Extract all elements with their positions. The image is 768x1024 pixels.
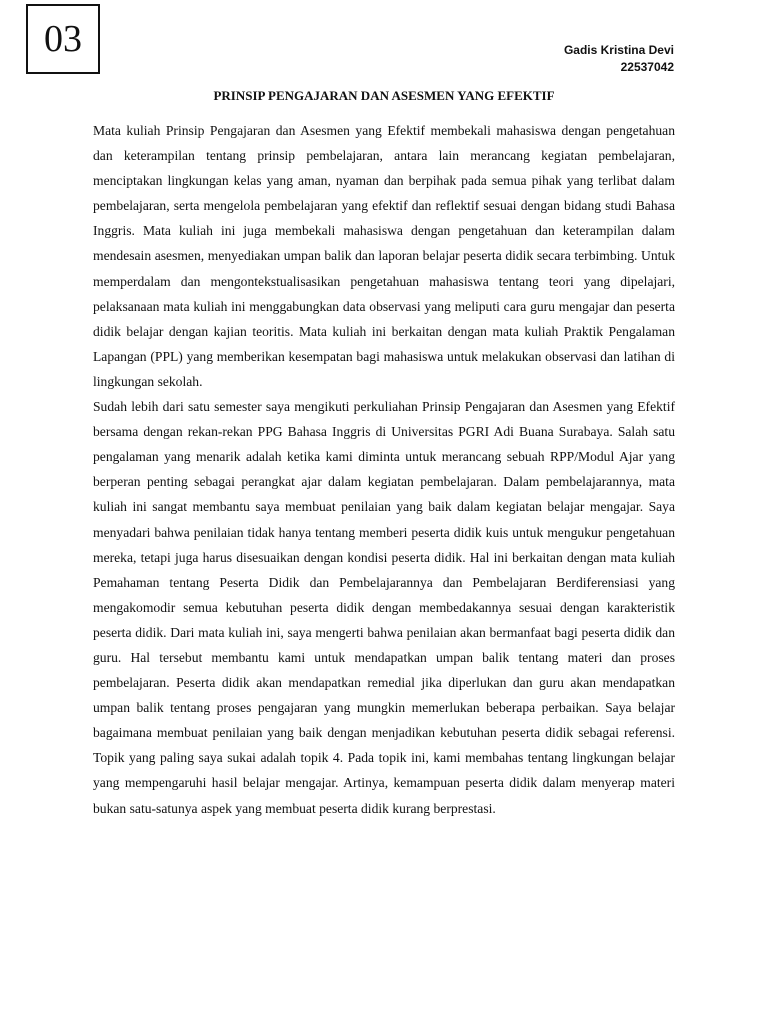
author-name: Gadis Kristina Devi <box>563 43 674 57</box>
paragraph-2: Sudah lebih dari satu semester saya mengikuti perkuliahan Prinsip Pengajaran dan Asesmen yang Efektif bersama dengan rekan-rekan PPG Bahasa Inggris di Universitas PGRI Adi Buana Surabaya. Salah satu pengalaman yang menarik adalah ketika kami diminta untuk merancang sebuah RPP/Modul Ajar yang berperan penting sebagai perangkat ajar dalam kegiatan pembelajaran. Dalam pembelajarannya, mata kuliah ini sangat membantu saya membuat penilaian yang baik dalam kegiatan belajar mengajar. Saya menyadari bahwa penilaian tidak hanya tentang memberi peserta didik kuis untuk mengukur pengetahuan mereka, tetapi juga harus disesuaikan dengan kondisi peserta didik. Hal ini berkaitan dengan mata kuliah Pemahaman tentang Peserta Didik dan Pembelajarannya dan Pembelajaran Berdiferensiasi yang mengakomodir semua kebutuhan peserta didik dengan membedakannya sesuai dengan karakteristik peserta didik. Dari mata kuliah ini, saya mengerti bahwa penilaian akan bermanfaat bagi peserta didik dan guru. Hal tersebut membantu kami untuk mendapatkan umpan balik tentang materi dan proses pembelajaran. Peserta didik akan mendapatkan remedial jika diperlukan dan guru akan mendapatkan umpan balik tentang proses pengajaran yang mungkin memerlukan beberapa perbaikan. Saya belajar bagaimana membuat penilaian yang baik dengan menjadikan kebutuhan peserta didik sebagai referensi. Topik yang paling saya sukai adalah topik 4. Pada topik ini, kami membahas tentang lingkungan belajar yang mempengaruhi hasil belajar mengajar. Artinya, kemampuan peserta didik dalam menyerap materi bukan satu-satunya aspek yang membuat peserta didik kurang berprestasi. <box>93 399 675 816</box>
document-title: PRINSIP PENGAJARAN DAN ASESMEN YANG EFEKTIF <box>213 88 555 103</box>
page-number: 03 <box>44 18 82 60</box>
author-block <box>564 42 674 76</box>
paragraph-1: Mata kuliah Prinsip Pengajaran dan Asesmen yang Efektif membekali mahasiswa dengan pengetahuan dan keterampilan tentang prinsip pembelajaran, antara lain merancang kegiatan pembelajaran, menciptakan lingkungan kelas yang aman, nyaman dan berpihak pada semua pihak yang terlibat dalam pembelajaran, serta mengelola pembelajaran yang efektif dan reflektif sesuai dengan bidang studi Bahasa Inggris. Mata kuliah ini juga membekali mahasiswa dengan pengetahuan dan keterampilan dalam mendesain asesmen, menyediakan umpan balik dan laporan belajar peserta didik secara terbimbing. Untuk memperdalam dan mengontekstualisasikan pengetahuan mahasiswa tentang teori yang dipelajari, pelaksanaan mata kuliah ini menggabungkan data observasi yang meliputi cara guru mengajar dan peserta didik belajar dengan kajian teoritis. Mata kuliah ini berkaitan dengan mata kuliah Praktik Pengalaman Lapangan (PPL) yang memberikan kesempatan bagi mahasiswa untuk melakukan observasi dan latihan di lingkungan sekolah. <box>93 123 675 389</box>
page-number-box <box>26 4 100 74</box>
document-body <box>93 118 675 821</box>
author-id: 22537042 <box>620 60 674 74</box>
